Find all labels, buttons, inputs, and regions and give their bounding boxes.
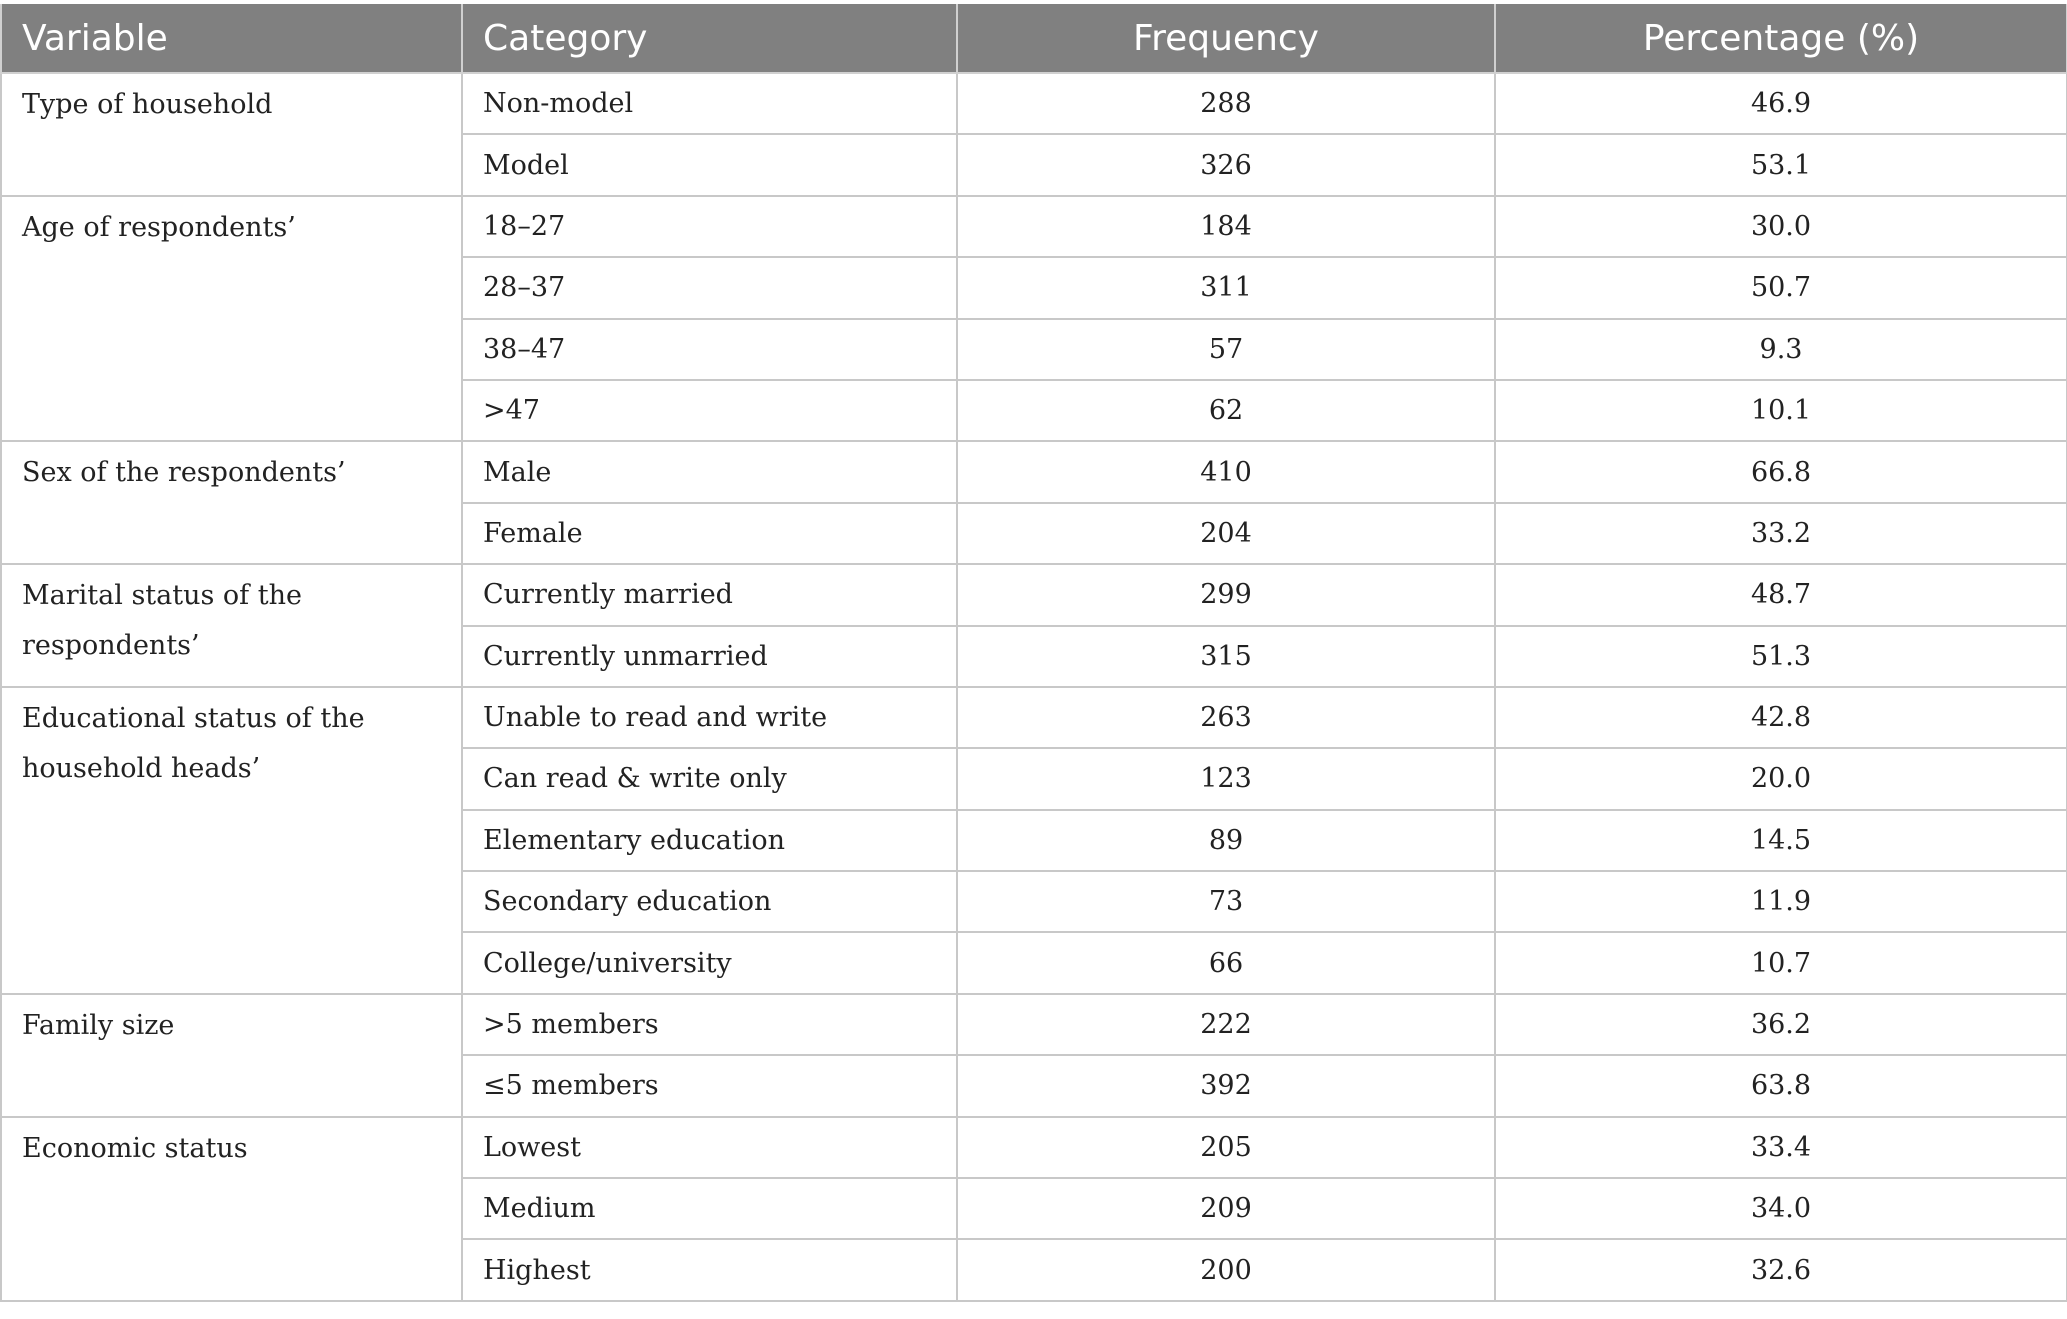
variable-label: Educational status of the household heads’ <box>22 702 365 784</box>
variable-label: Marital status of the respondents’ <box>22 580 302 662</box>
table-body <box>1 73 2067 1301</box>
table-row <box>1 994 2067 1055</box>
percentage-cell: 36.2 <box>1495 994 2067 1055</box>
percentage-cell: 42.8 <box>1495 687 2067 748</box>
variable-label: Economic status <box>22 1132 248 1164</box>
percentage-cell: 11.9 <box>1495 871 2067 932</box>
category-cell: 28–37 <box>462 257 957 318</box>
frequency-cell: 123 <box>957 748 1495 809</box>
category-cell: Medium <box>462 1178 957 1239</box>
table-row <box>1 687 2067 748</box>
variable-cell <box>1 441 462 564</box>
category-cell: Non-model <box>462 73 957 134</box>
percentage-cell: 30.0 <box>1495 196 2067 257</box>
variable-cell <box>1 994 462 1117</box>
percentage-cell: 34.0 <box>1495 1178 2067 1239</box>
table-row <box>1 441 2067 502</box>
percentage-cell: 66.8 <box>1495 441 2067 502</box>
header-frequency: Frequency <box>957 4 1495 73</box>
variable-cell <box>1 1117 462 1301</box>
frequency-cell: 184 <box>957 196 1495 257</box>
frequency-cell: 392 <box>957 1055 1495 1116</box>
variable-cell <box>1 73 462 196</box>
frequency-cell: 410 <box>957 441 1495 502</box>
variable-label: Age of respondents’ <box>22 211 296 243</box>
category-cell: Model <box>462 134 957 195</box>
percentage-cell: 46.9 <box>1495 73 2067 134</box>
category-cell: >5 members <box>462 994 957 1055</box>
category-cell: Secondary education <box>462 871 957 932</box>
percentage-cell: 10.7 <box>1495 932 2067 993</box>
frequency-cell: 89 <box>957 810 1495 871</box>
frequency-cell: 57 <box>957 319 1495 380</box>
percentage-cell: 33.2 <box>1495 503 2067 564</box>
category-cell: Unable to read and write <box>462 687 957 748</box>
category-cell: ≤5 members <box>462 1055 957 1116</box>
category-cell: Elementary education <box>462 810 957 871</box>
category-cell: Currently married <box>462 564 957 625</box>
variable-cell <box>1 564 462 687</box>
category-cell: Currently unmarried <box>462 626 957 687</box>
frequency-cell: 288 <box>957 73 1495 134</box>
variable-label: Family size <box>22 1009 175 1041</box>
variable-label: Type of household <box>22 89 273 120</box>
frequency-cell: 205 <box>957 1117 1495 1178</box>
frequency-cell: 62 <box>957 380 1495 441</box>
frequency-cell: 263 <box>957 687 1495 748</box>
header-percentage: Percentage (%) <box>1495 4 2067 73</box>
variable-label: Sex of the respondents’ <box>22 457 346 489</box>
frequency-cell: 200 <box>957 1239 1495 1300</box>
table-row <box>1 564 2067 625</box>
percentage-cell: 53.1 <box>1495 134 2067 195</box>
category-cell: >47 <box>462 380 957 441</box>
percentage-cell: 50.7 <box>1495 257 2067 318</box>
frequency-cell: 73 <box>957 871 1495 932</box>
table-row <box>1 196 2067 257</box>
header-category: Category <box>462 4 957 73</box>
header-row <box>1 4 2067 73</box>
header-variable: Variable <box>1 4 462 73</box>
frequency-cell: 66 <box>957 932 1495 993</box>
category-cell: Can read & write only <box>462 748 957 809</box>
frequency-cell: 326 <box>957 134 1495 195</box>
variable-cell <box>1 196 462 442</box>
percentage-cell: 32.6 <box>1495 1239 2067 1300</box>
category-cell: College/university <box>462 932 957 993</box>
percentage-cell: 9.3 <box>1495 319 2067 380</box>
category-cell: Female <box>462 503 957 564</box>
category-cell: Male <box>462 441 957 502</box>
percentage-cell: 10.1 <box>1495 380 2067 441</box>
category-cell: Highest <box>462 1239 957 1300</box>
category-cell: Lowest <box>462 1117 957 1178</box>
frequency-cell: 222 <box>957 994 1495 1055</box>
percentage-cell: 51.3 <box>1495 626 2067 687</box>
variable-cell <box>1 687 462 994</box>
demographics-table <box>0 4 2067 1302</box>
table-header <box>1 4 2067 73</box>
table-row <box>1 73 2067 134</box>
percentage-cell: 48.7 <box>1495 564 2067 625</box>
frequency-cell: 311 <box>957 257 1495 318</box>
percentage-cell: 20.0 <box>1495 748 2067 809</box>
frequency-cell: 204 <box>957 503 1495 564</box>
table-row <box>1 1117 2067 1178</box>
frequency-cell: 315 <box>957 626 1495 687</box>
category-cell: 38–47 <box>462 319 957 380</box>
category-cell: 18–27 <box>462 196 957 257</box>
frequency-cell: 209 <box>957 1178 1495 1239</box>
percentage-cell: 33.4 <box>1495 1117 2067 1178</box>
percentage-cell: 14.5 <box>1495 810 2067 871</box>
percentage-cell: 63.8 <box>1495 1055 2067 1116</box>
frequency-cell: 299 <box>957 564 1495 625</box>
